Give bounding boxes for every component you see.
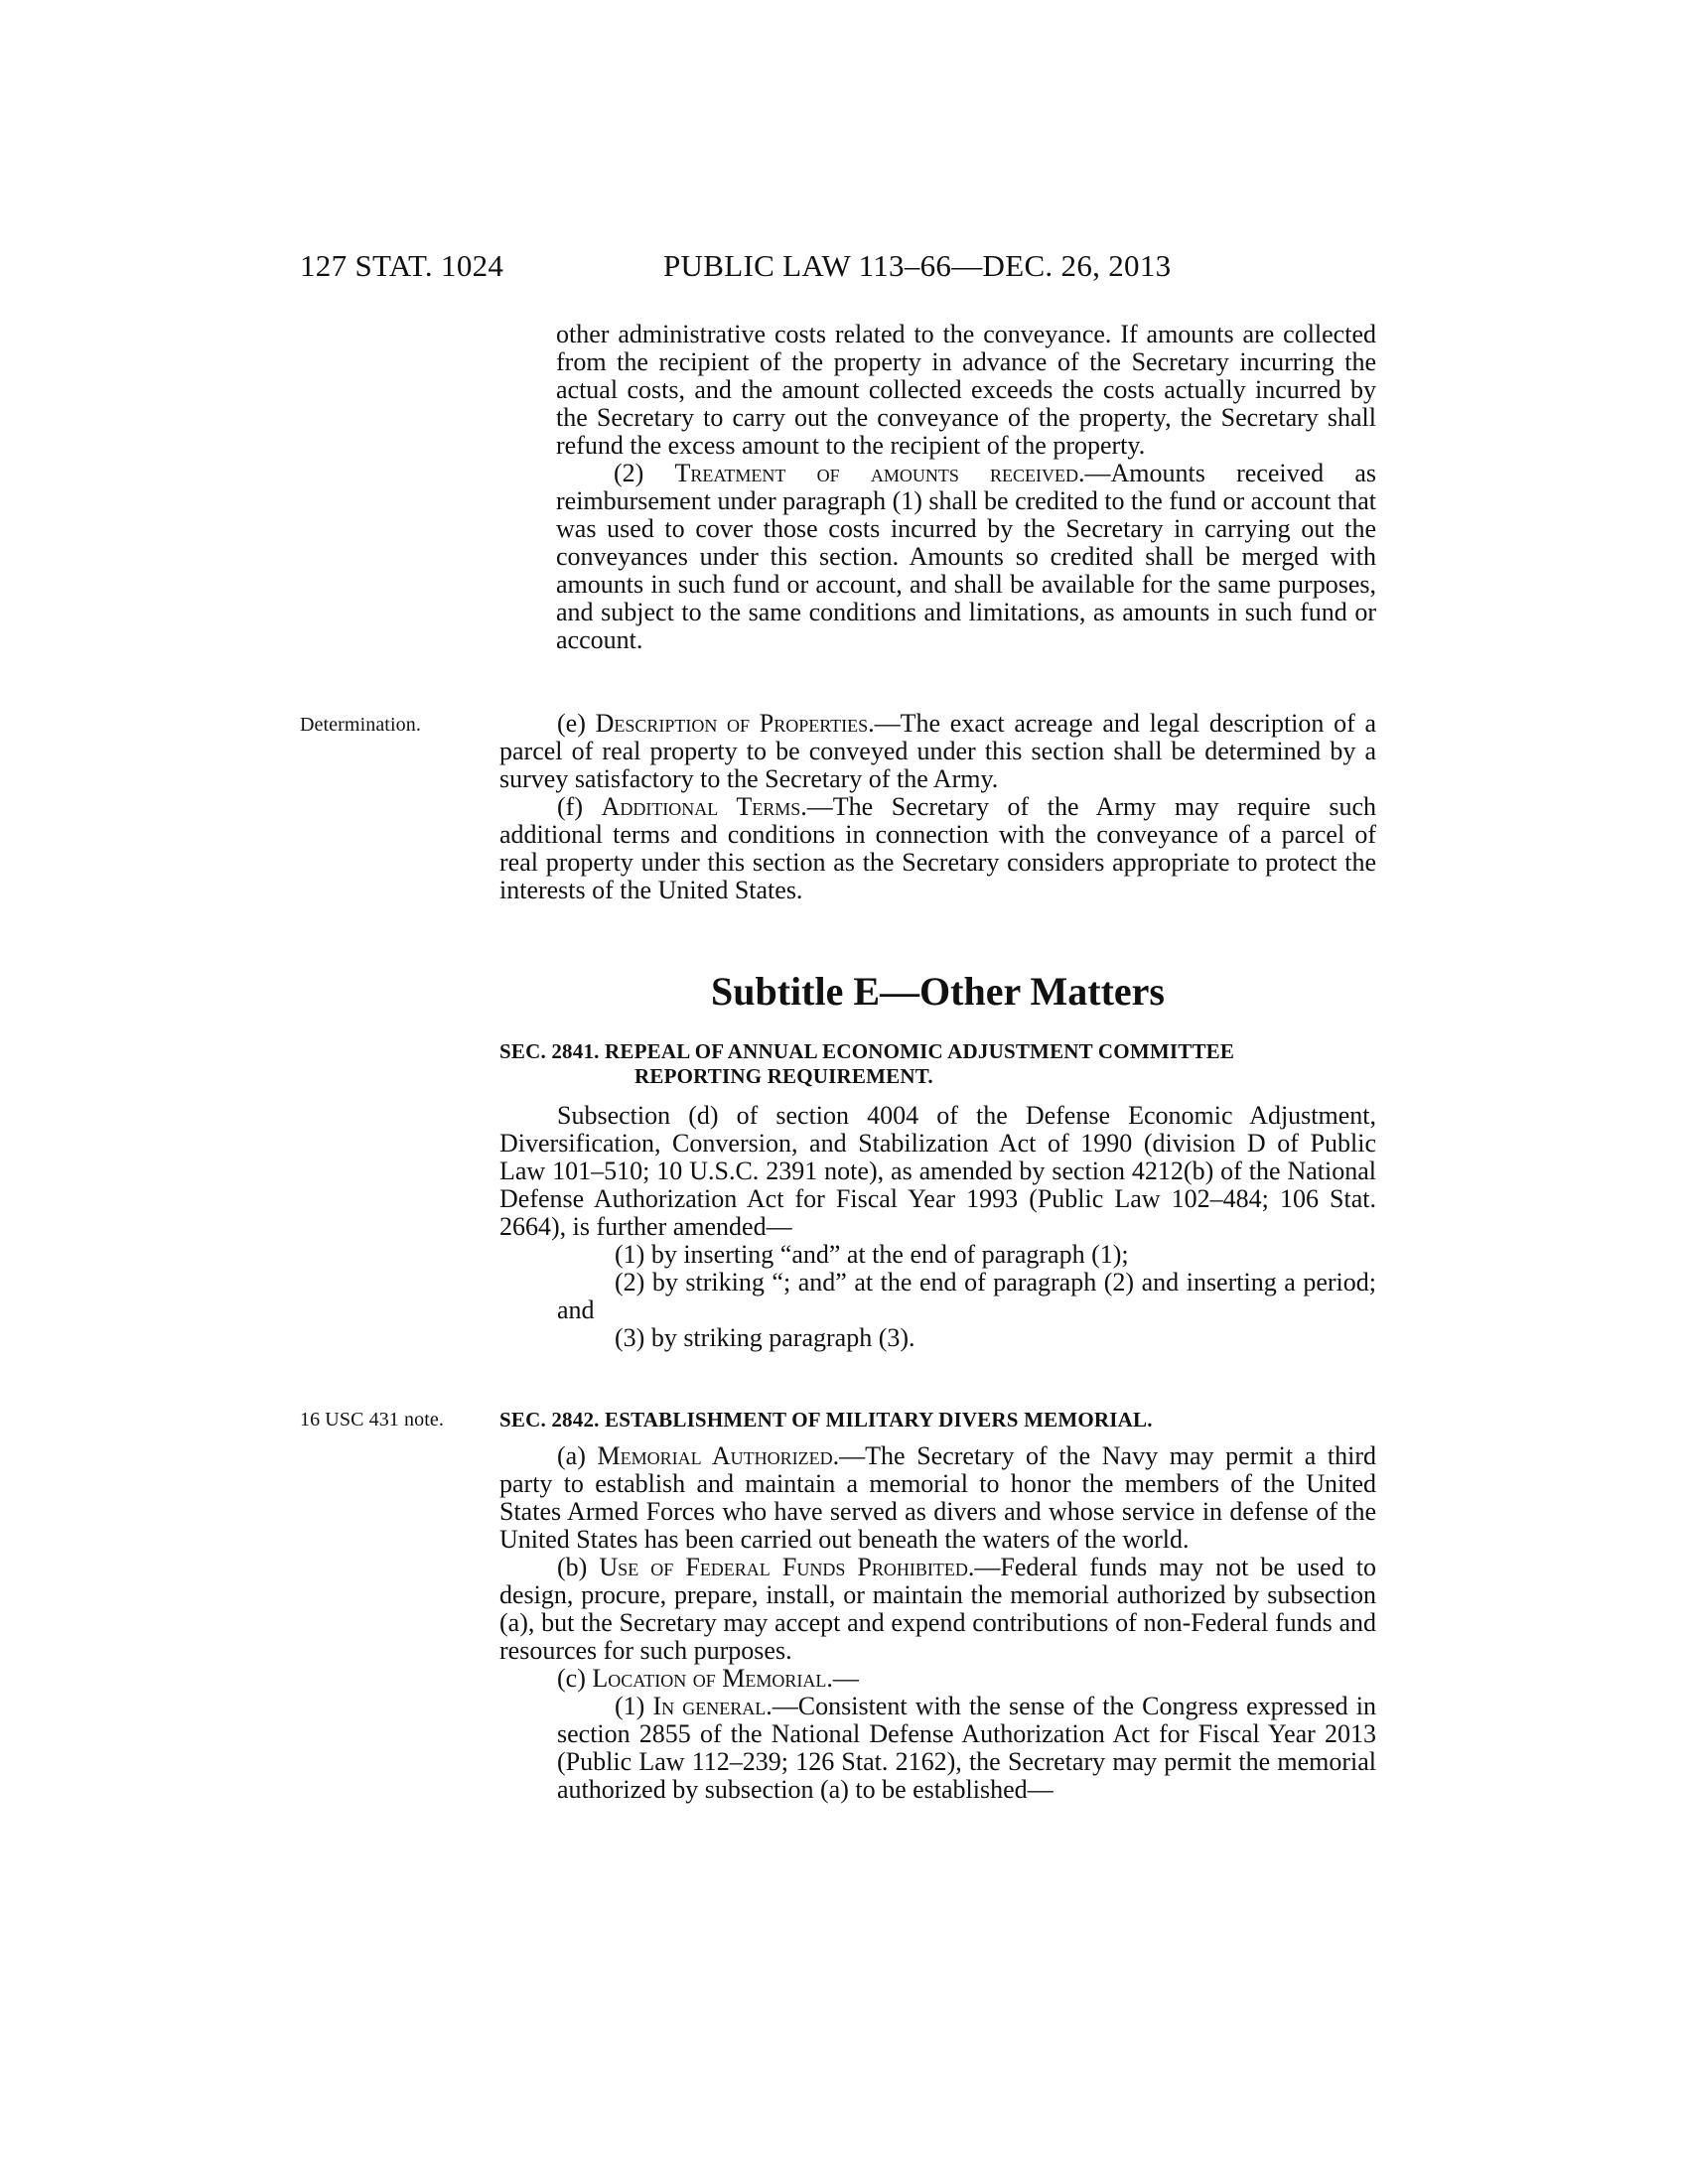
subsection-text: .—Federal funds may not be used to design, procure, prepare, install, or maintain the memorial authorized by subsection (a), but the Secretary may accept and expend contributions of non-Federal funds and resources for such purposes. [499,1553,1376,1665]
amendment-item-2: (2) by striking “; and” at the end of paragraph (2) and inserting a period; and [557,1268,1376,1324]
subsection-text: .—The Secretary of the Army may require such additional terms and conditions in connection with the conveyance of a parcel of real property under this section as the Secretary considers appropriate to protect the interests of the United States. [499,792,1376,904]
subsection-heading: Additional Terms [601,792,801,821]
subsection-heading: Memorial Authorized [597,1441,833,1470]
subsection-f [499,793,1376,904]
section-heading-line-2: REPORTING REQUIREMENT. [634,1064,933,1088]
section-2841-body [499,1102,1376,1352]
subsection-e [499,710,1376,793]
paragraph-text: .—Amounts received as reimbursement under paragraph (1) shall be credited to the fund or account that was used to cover those costs incurred by the Secretary in carrying out the conveyances under this section. Amounts so credited shall be merged with amounts in such fund or account, and shall be available for the same purposes, and subject to the same conditions and limitations, as amounts in such fund or account. [556,459,1376,654]
subsection-heading: Location of Memorial [592,1664,827,1693]
subsection-number: (f) [557,792,602,821]
paragraph-text: .—Consistent with the sense of the Congress expressed in section 2855 of the National Defense Authorization Act for Fiscal Year 2013 (Public Law 112–239; 126 Stat. 2162), the Secretary may permit the memorial authorized by subsection (a) to be established— [557,1692,1376,1804]
subtitle-heading: Subtitle E—Other Matters [711,969,1165,1014]
section-2841-heading [499,1039,1376,1089]
page-law-header: PUBLIC LAW 113–66—DEC. 26, 2013 [663,248,1172,283]
amendment-item-1: (1) by inserting “and” at the end of paragraph (1); [615,1240,1129,1269]
subsections-e-f-block [499,710,1376,904]
subsection-a [499,1442,1376,1554]
paragraph-treatment-of-amounts [556,460,1376,654]
section-2842-body [499,1442,1376,1804]
section-continuation-block [556,321,1376,654]
subsection-number: (c) [557,1664,593,1693]
paragraph-c1 [499,1693,1376,1804]
subsection-b [499,1554,1376,1665]
paragraph-heading: In general [652,1692,767,1720]
paragraph-continuation: other administrative costs related to the conveyance. If amounts are collected from the recipient of the property in advance of the Secretary incurring the actual costs, and the amount collected exceeds the costs actually incurred by the Secretary to carry out the conveyance of the property, the Secretary shall refund the excess amount to the recipient of the property. [556,320,1376,460]
subsection-c [499,1665,1376,1693]
margin-note-usc: 16 USC 431 note. [300,1409,444,1431]
paragraph-number: (2) [614,459,675,487]
subsection-text: .—The exact acreage and legal description of a parcel of real property to be conveyed under this section shall be determined by a survey satisfactory to the Secretary of the Army. [499,709,1376,793]
page-stat-citation: 127 STAT. 1024 [300,248,504,283]
paragraph-heading: Treatment of amounts received [674,459,1079,487]
amendment-item-3: (3) by striking paragraph (3). [615,1323,915,1352]
subsection-heading: Description of Properties [595,709,869,738]
subsection-text: .— [826,1664,859,1693]
section-2841-intro: Subsection (d) of section 4004 of the Defense Economic Adjustment, Diversification, Conversion, and Stabilization Act of 1990 (division D of Public Law 101–510; 10 U.S.C. 2391 note), as amended by section 4212(b) of the National Defense Authorization Act for Fiscal Year 1993 (Public Law 102–484; 106 Stat. 2664), is further amended— [499,1101,1376,1241]
paragraph-number: (1) [615,1692,653,1720]
subsection-number: (a) [557,1441,598,1470]
section-2842-heading: SEC. 2842. ESTABLISHMENT OF MILITARY DIVERS MEMORIAL. [499,1408,1153,1432]
section-heading-line-1: SEC. 2841. REPEAL OF ANNUAL ECONOMIC ADJUSTMENT COMMITTEE [499,1039,1235,1063]
margin-note-determination: Determination. [300,714,421,736]
subsection-number: (b) [557,1553,600,1581]
subsection-heading: Use of Federal Funds Prohibited [599,1553,968,1581]
subsection-text: .—The Secretary of the Navy may permit a third party to establish and maintain a memorial to honor the members of the United States Armed Forces who have served as divers and whose service in defense of the United States has been carried out beneath the waters of the world. [499,1441,1377,1554]
subsection-number: (e) [557,709,596,738]
